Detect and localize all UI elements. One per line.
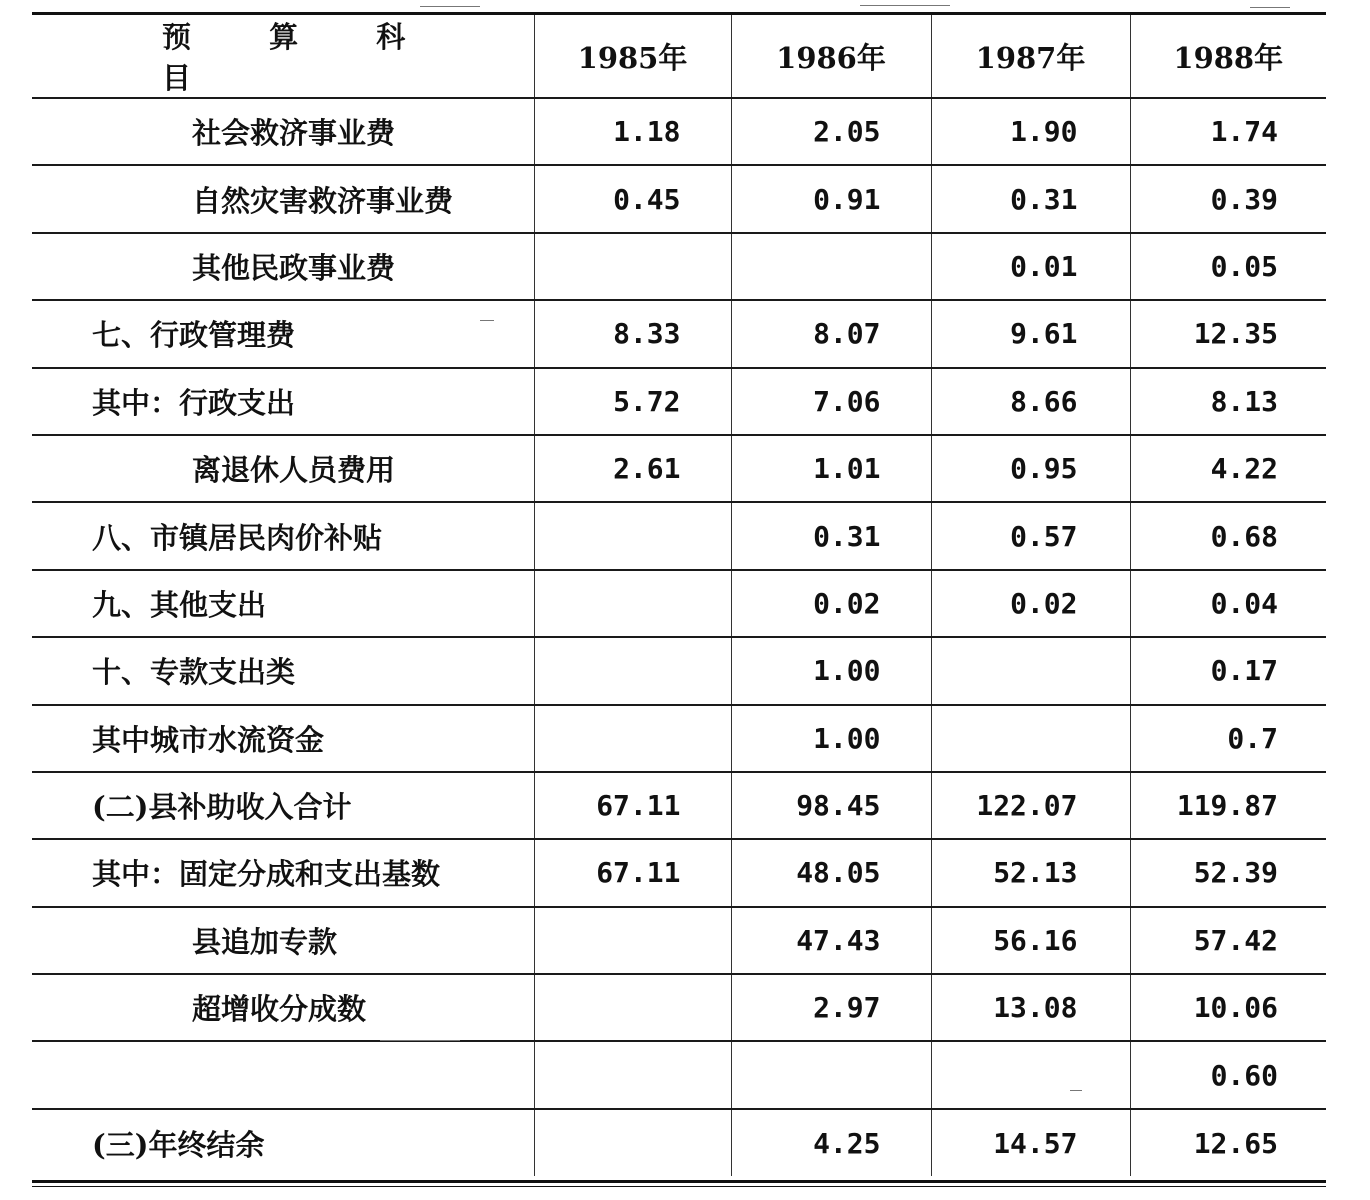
cell-year-1987: 0.31 [931,165,1130,232]
cell-year-1985: 0.45 [534,165,731,232]
cell-year-1985 [534,907,731,974]
cell-year-1988: 12.35 [1130,300,1326,367]
scan-speck [380,1040,460,1041]
cell-year-1986: 0.31 [731,502,931,569]
header-year-1986: 1986年 [731,15,931,98]
scan-speck [420,6,480,7]
table-row [32,974,1326,1041]
cell-year-1986: 47.43 [731,907,931,974]
table-bottom-rule [32,1180,1326,1183]
row-subject: 九、其他支出 [32,570,534,637]
row-subject: 八、市镇居民肉价补贴 [32,502,534,569]
cell-year-1988: 0.39 [1130,165,1326,232]
cell-year-1987: 56.16 [931,907,1130,974]
cell-year-1987 [931,637,1130,704]
header-year-1985: 1985年 [534,15,731,98]
cell-year-1986: 4.25 [731,1109,931,1176]
cell-year-1986: 48.05 [731,839,931,906]
cell-year-1986: 0.91 [731,165,931,232]
cell-year-1988: 119.87 [1130,772,1326,839]
cell-year-1988: 57.42 [1130,907,1326,974]
cell-year-1985 [534,1041,731,1108]
row-subject: 其他民政事业费 [32,233,534,300]
cell-year-1987: 0.01 [931,233,1130,300]
cell-year-1987: 14.57 [931,1109,1130,1176]
cell-year-1988: 8.13 [1130,368,1326,435]
scan-speck [1250,7,1290,8]
cell-year-1988: 12.65 [1193,1126,1278,1160]
cell-year-1987: 0.95 [931,435,1130,502]
cell-year-1986: 1.00 [731,705,931,772]
budget-table [32,15,1326,1176]
row-subject: 其中：固定分成和支出基数 [32,839,534,906]
cell-year-1985: 5.72 [534,368,731,435]
cell-year-1988: 10.06 [1130,974,1326,1041]
cell-year-1987: 1.90 [931,98,1130,165]
row-subject: 离退休人员费用 [32,435,534,502]
header-year-1988: 1988年 [1130,15,1326,98]
cell-year-1988: 0.7 [1130,705,1326,772]
table-row [32,907,1326,974]
cell-year-1987: 0.02 [931,570,1130,637]
cell-year-1986: 7.06 [731,368,931,435]
cell-year-1985: 67.11 [534,772,731,839]
cell-year-1987: 9.61 [931,300,1130,367]
header-row [32,15,1326,98]
table-row [32,1041,1326,1108]
cell-year-1987: 122.07 [931,772,1130,839]
cell-year-1987: 8.66 [931,368,1130,435]
cell-year-1988: 0.17 [1130,637,1326,704]
row-subject: 其中：行政支出 [32,368,534,435]
cell-year-1986 [731,1041,931,1108]
cell-year-1986: 1.00 [731,637,931,704]
table-row [32,1109,1326,1176]
cell-year-1988: 0.05 [1130,233,1326,300]
row-subject: (二)县补助收入合计 [32,772,534,839]
header-year-1987: 1987年 [931,15,1130,98]
cell-year-1988: 0.68 [1130,502,1326,569]
cell-year-1985: 8.33 [534,300,731,367]
cell-year-1985 [534,502,731,569]
cell-year-1988: 1.74 [1130,98,1326,165]
row-subject: 其中城市水流资金 [32,705,534,772]
cell-year-1985 [534,570,731,637]
table-header [32,15,1326,98]
cell-year-1987 [931,705,1130,772]
cell-year-1988: 4.22 [1130,435,1326,502]
scan-speck [480,320,494,321]
table-row [32,637,1326,704]
cell-year-1985 [534,705,731,772]
table-row [32,502,1326,569]
cell-year-1985: 1.18 [534,98,731,165]
table-row [32,300,1326,367]
table-row [32,705,1326,772]
table-row [32,368,1326,435]
table-row [32,570,1326,637]
cell-year-1985: 2.61 [534,435,731,502]
table-bottom-rule-thin [32,1186,1326,1187]
table-row [32,435,1326,502]
cell-year-1986 [731,233,931,300]
cell-year-1986: 98.45 [731,772,931,839]
cell-year-1985: 67.11 [534,839,731,906]
cell-year-1987: 0.57 [931,502,1130,569]
cell-year-1985 [534,974,731,1041]
row-subject: (三)年终结余 [32,1109,534,1176]
cell-year-1988: 0.04 [1130,570,1326,637]
header-subject: 预 算 科 目 [32,15,534,98]
row-subject: 十、专款支出类 [32,637,534,704]
cell-year-1987: 52.13 [931,839,1130,906]
scan-speck [1070,1090,1082,1091]
table-row [32,98,1326,165]
cell-year-1986: 2.97 [731,974,931,1041]
cell-year-1987 [931,1041,1130,1108]
row-subject: 超增收分成数 [32,974,534,1041]
table-row [32,233,1326,300]
scan-speck [860,5,950,6]
row-subject: 社会救济事业费 [32,98,534,165]
cell-year-1985 [534,1109,731,1176]
cell-year-1986: 2.05 [731,98,931,165]
cell-year-1986: 8.07 [731,300,931,367]
cell-year-1985 [534,637,731,704]
row-subject: 七、行政管理费 [32,300,534,367]
row-subject: 县追加专款 [32,907,534,974]
table-row [32,839,1326,906]
table-body [32,98,1326,1176]
cell-year-1985 [534,233,731,300]
cell-year-1986: 0.02 [731,570,931,637]
row-subject [32,1041,534,1108]
cell-year-1987: 13.08 [931,974,1130,1041]
table-row [32,772,1326,839]
row-subject: 自然灾害救济事业费 [32,165,534,232]
cell-year-1986: 1.01 [731,435,931,502]
cell-year-1988: 0.60 [1130,1041,1326,1108]
cell-year-1988: 52.39 [1130,839,1326,906]
table-row [32,165,1326,232]
